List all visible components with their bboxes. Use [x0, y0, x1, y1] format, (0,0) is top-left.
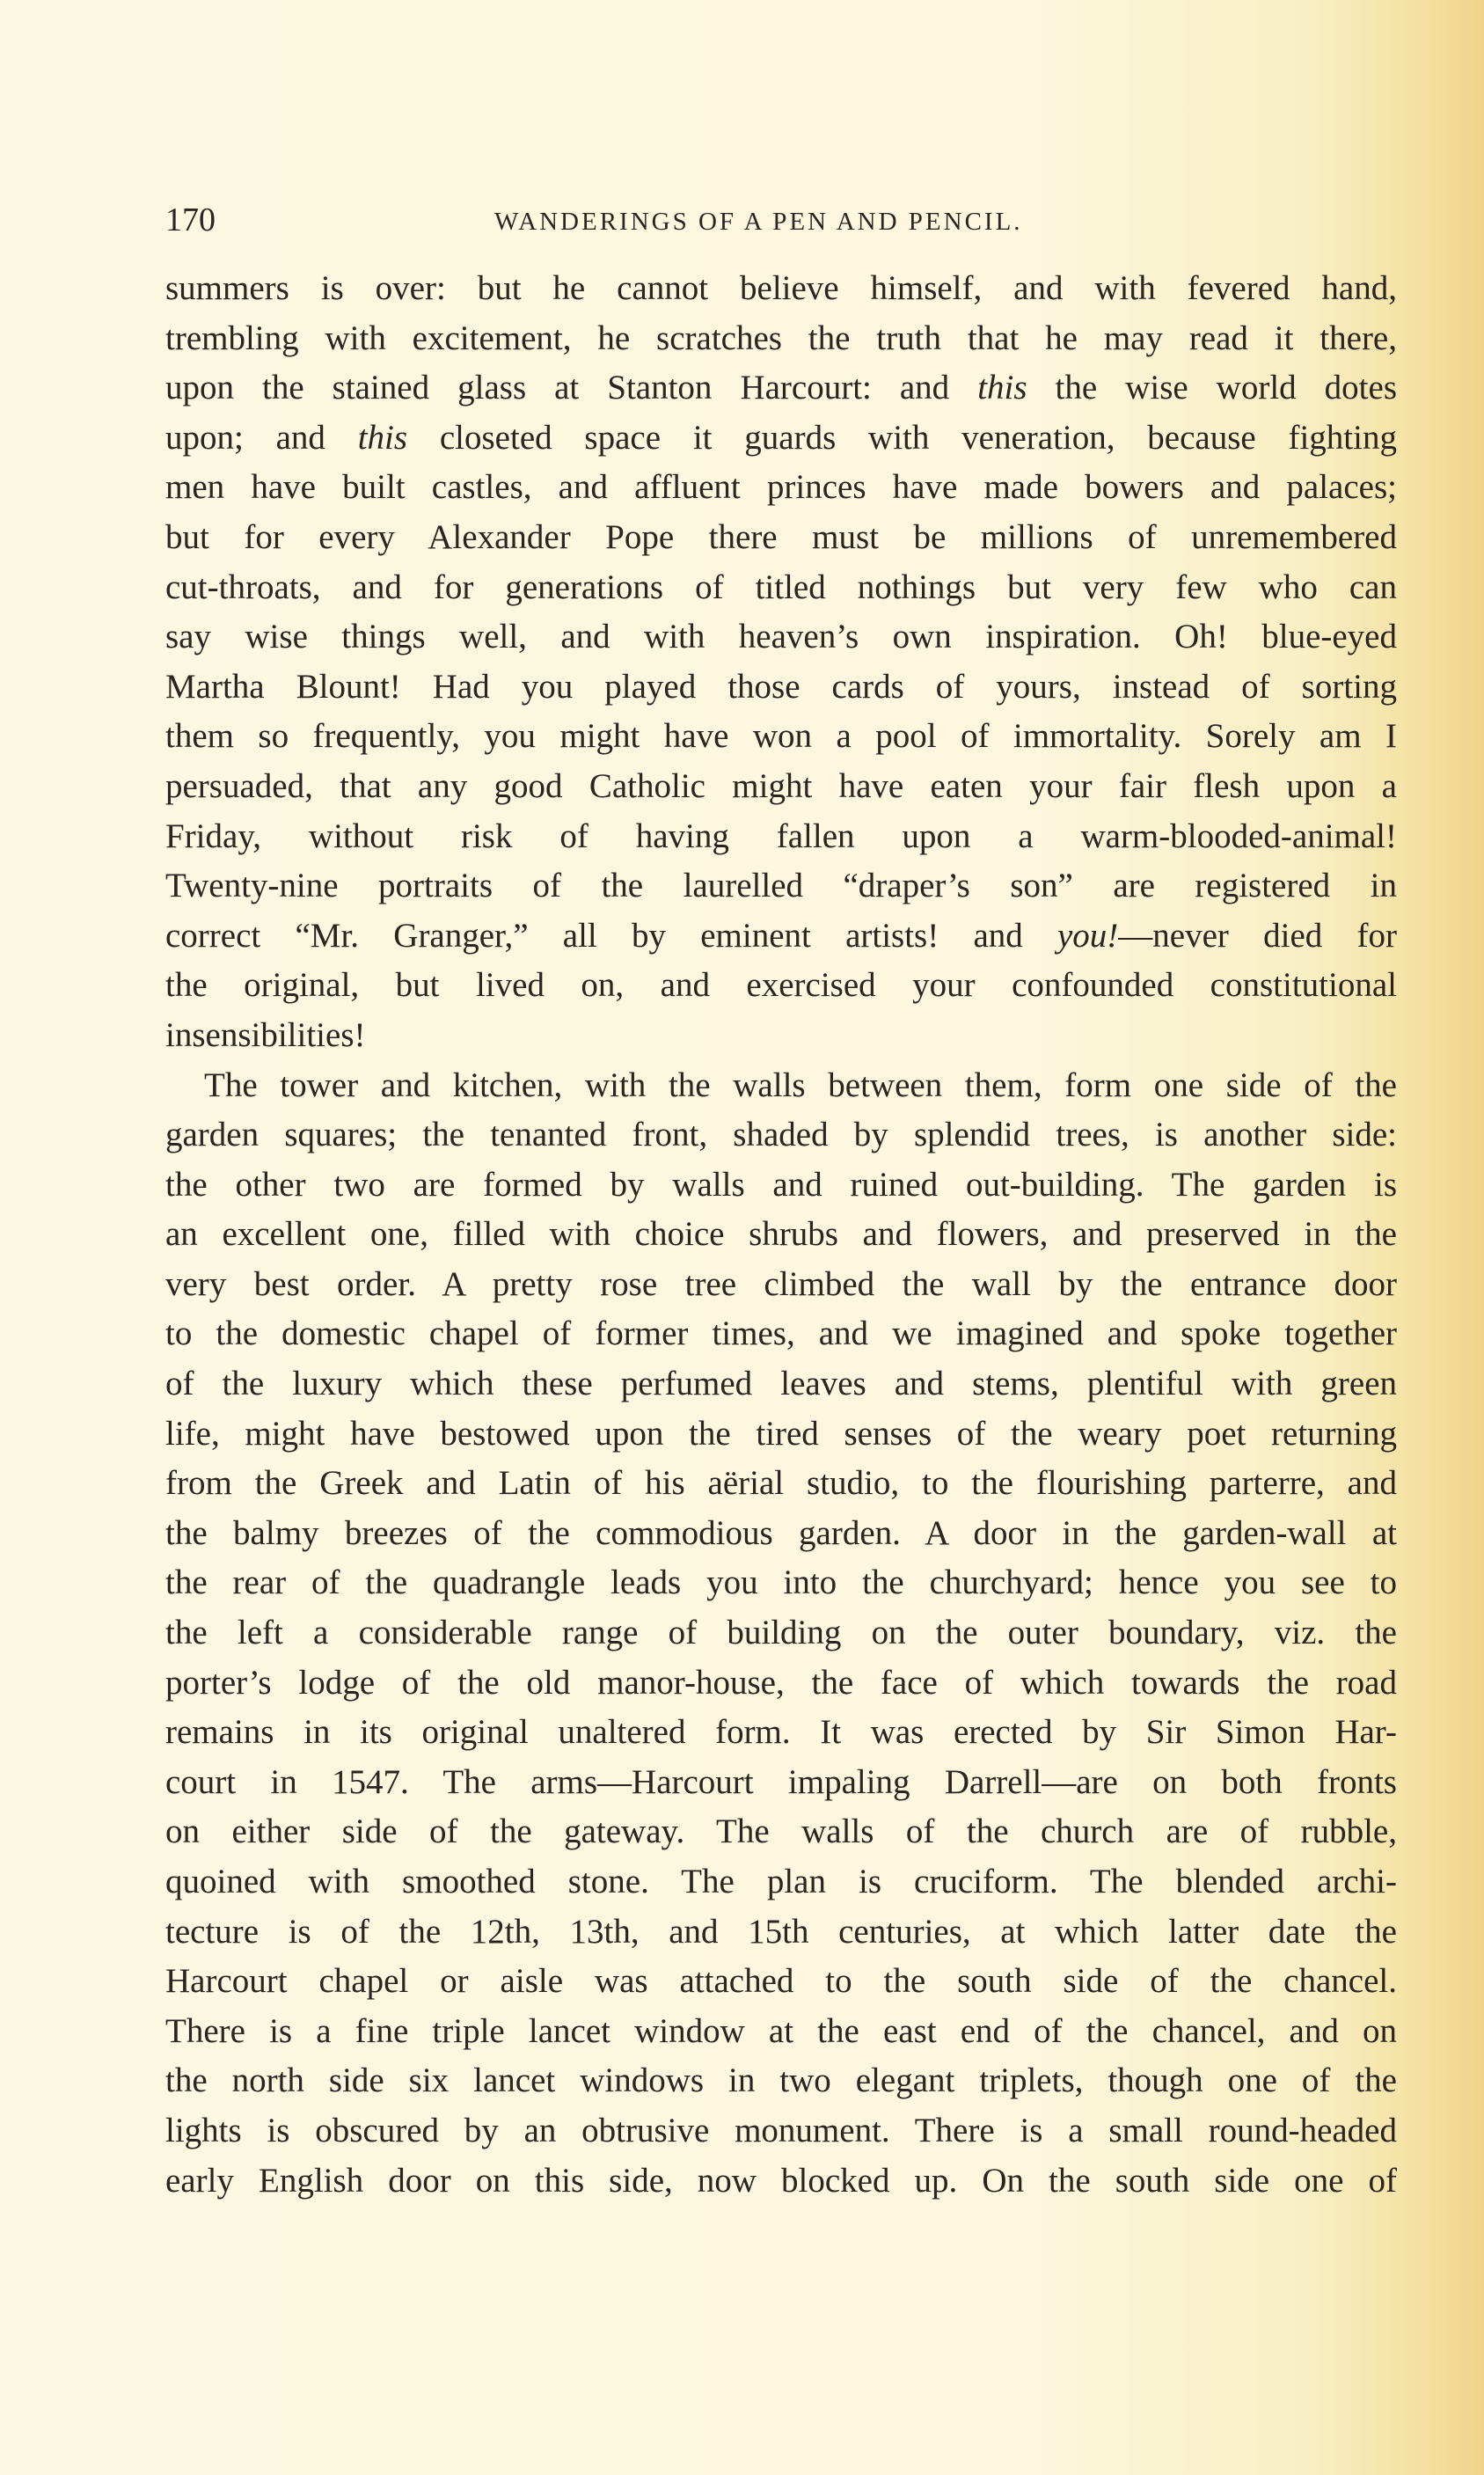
- text-line: [165, 563, 1397, 613]
- page-number: 170: [165, 201, 216, 238]
- text-run: of the luxury which these perfumed leaves and stems, plentiful with green: [165, 1365, 1397, 1403]
- text-run: upon; and: [165, 418, 358, 457]
- running-head: WANDERINGS OF A PEN AND PENCIL.: [494, 208, 1023, 236]
- text-run: There is a fine triple lancet window at the east end of the chancel, and on: [165, 2011, 1397, 2050]
- text-line: [165, 513, 1397, 563]
- text-run: to the domestic chapel of former times, and we imagined and spoke together: [165, 1314, 1397, 1353]
- text-line: [165, 1708, 1397, 1758]
- text-run: persuaded, that any good Catholic might have eaten your fair flesh upon a: [165, 766, 1397, 805]
- text-run: life, might have bestowed upon the tired senses of the weary poet returning: [165, 1414, 1397, 1453]
- text-line: [165, 2106, 1397, 2156]
- text-line: [165, 1459, 1397, 1509]
- text-run: an excellent one, filled with choice shrubs and flowers, and preserved in the: [165, 1215, 1397, 1254]
- italic-text: you!: [1056, 916, 1119, 955]
- text-run: them so frequently, you might have won a pool of immortality. Sorely am I: [165, 717, 1397, 756]
- italic-text: this: [977, 369, 1027, 407]
- text-run: tecture is of the 12th, 13th, and 15th centuries, at which latter date the: [165, 1912, 1397, 1951]
- text-run: quoined with smoothed stone. The plan is cruciform. The blended archi-: [165, 1863, 1397, 1900]
- text-line: [165, 812, 1397, 862]
- text-line: [165, 762, 1397, 812]
- text-line: [165, 2056, 1397, 2106]
- text-run: Twenty-nine portraits of the laurelled “draper’s son” are registered in: [165, 867, 1397, 905]
- text-run: closeted space it guards with veneration, because fighting: [407, 418, 1397, 457]
- text-run: remains in its original unaltered form. It was erected by Sir Simon Har-: [165, 1713, 1397, 1752]
- text-line: [165, 961, 1397, 1011]
- text-line: [165, 1509, 1397, 1559]
- text-line: [165, 663, 1397, 713]
- text-run: very best order. A pretty rose tree climbed the wall by the entrance door: [165, 1264, 1397, 1303]
- text-run: garden squares; the tenanted front, shaded by splendid trees, is another side:: [165, 1116, 1397, 1154]
- text-line: [165, 1260, 1397, 1310]
- text-line: [165, 912, 1397, 962]
- text-line: [165, 1957, 1397, 2007]
- text-line: [165, 463, 1397, 513]
- text-run: the north side six lancet windows in two elegant triplets, though one of the: [165, 2061, 1397, 2100]
- text-line: [165, 1061, 1397, 1111]
- text-line: [165, 1758, 1397, 1808]
- text-run: early English door on this side, now blocked up. On the south side one of: [165, 2161, 1397, 2200]
- italic-text: this: [357, 418, 408, 457]
- text-run: but for every Alexander Pope there must be millions of unremembered: [165, 517, 1397, 556]
- text-run: —never died for: [1118, 916, 1397, 955]
- body-text: [165, 264, 1397, 2206]
- text-line: [165, 1608, 1397, 1659]
- text-run: Friday, without risk of having fallen upon a warm-blooded-animal!: [165, 816, 1397, 855]
- text-run: the other two are formed by walls and ruined out-building. The garden is: [165, 1165, 1397, 1204]
- text-line: [165, 1011, 1397, 1061]
- text-run: correct “Mr. Granger,” all by eminent artists! and: [165, 916, 1057, 955]
- text-run: summers is over: but he cannot believe himself, and with fevered hand,: [165, 269, 1397, 307]
- text-line: [165, 1210, 1397, 1260]
- text-run: insensibilities!: [165, 1015, 366, 1054]
- text-run: trembling with excitement, he scratches the truth that he may read it there,: [165, 319, 1397, 357]
- text-line: [165, 1359, 1397, 1410]
- text-line: [165, 1558, 1397, 1608]
- text-run: the rear of the quadrangle leads you into the churchyard; hence you see to: [165, 1563, 1397, 1602]
- text-line: [165, 414, 1397, 464]
- text-run: the left a considerable range of building on the outer boundary, viz. the: [165, 1614, 1397, 1652]
- text-run: cut-throats, and for generations of titled nothings but very few who can: [165, 567, 1397, 606]
- text-run: porter’s lodge of the old manor-house, the face of which towards the road: [165, 1663, 1397, 1702]
- text-run: upon the stained glass at Stanton Harcourt: and: [165, 369, 978, 407]
- text-line: [165, 1110, 1397, 1161]
- text-run: men have built castles, and affluent princes have made bowers and palaces;: [165, 468, 1397, 507]
- text-line: [165, 1857, 1397, 1908]
- text-run: the balmy breezes of the commodious garden. A door in the garden-wall at: [165, 1513, 1397, 1552]
- text-run: the original, but lived on, and exercised your confounded constitutional: [165, 966, 1397, 1005]
- text-run: say wise things well, and with heaven’s own inspiration. Oh! blue-eyed: [165, 618, 1397, 656]
- text-line: [165, 1659, 1397, 1709]
- text-line: [165, 264, 1397, 314]
- text-line: [165, 2007, 1397, 2057]
- text-run: from the Greek and Latin of his aërial studio, to the flourishing parterre, and: [165, 1464, 1397, 1503]
- text-line: [165, 363, 1397, 414]
- text-line: [165, 1410, 1397, 1460]
- text-line: [165, 2156, 1397, 2207]
- text-line: [165, 314, 1397, 364]
- text-line: [165, 1908, 1397, 1958]
- text-line: [165, 1309, 1397, 1359]
- text-line: [165, 1807, 1397, 1857]
- text-run: lights is obscured by an obtrusive monument. There is a small round-headed: [165, 2111, 1397, 2149]
- text-line: [165, 612, 1397, 663]
- text-line: [165, 861, 1397, 912]
- text-run: The tower and kitchen, with the walls between them, form one side of the: [204, 1065, 1397, 1104]
- text-run: court in 1547. The arms—Harcourt impaling Darrell—are on both fronts: [165, 1762, 1397, 1801]
- text-run: Martha Blount! Had you played those cards of yours, instead of sorting: [165, 667, 1397, 706]
- text-run: the wise world dotes: [1027, 369, 1397, 407]
- text-line: [165, 712, 1397, 762]
- text-run: Harcourt chapel or aisle was attached to the south side of the chancel.: [165, 1962, 1397, 2001]
- text-line: [165, 1161, 1397, 1211]
- text-run: on either side of the gateway. The walls of the church are of rubble,: [165, 1812, 1397, 1851]
